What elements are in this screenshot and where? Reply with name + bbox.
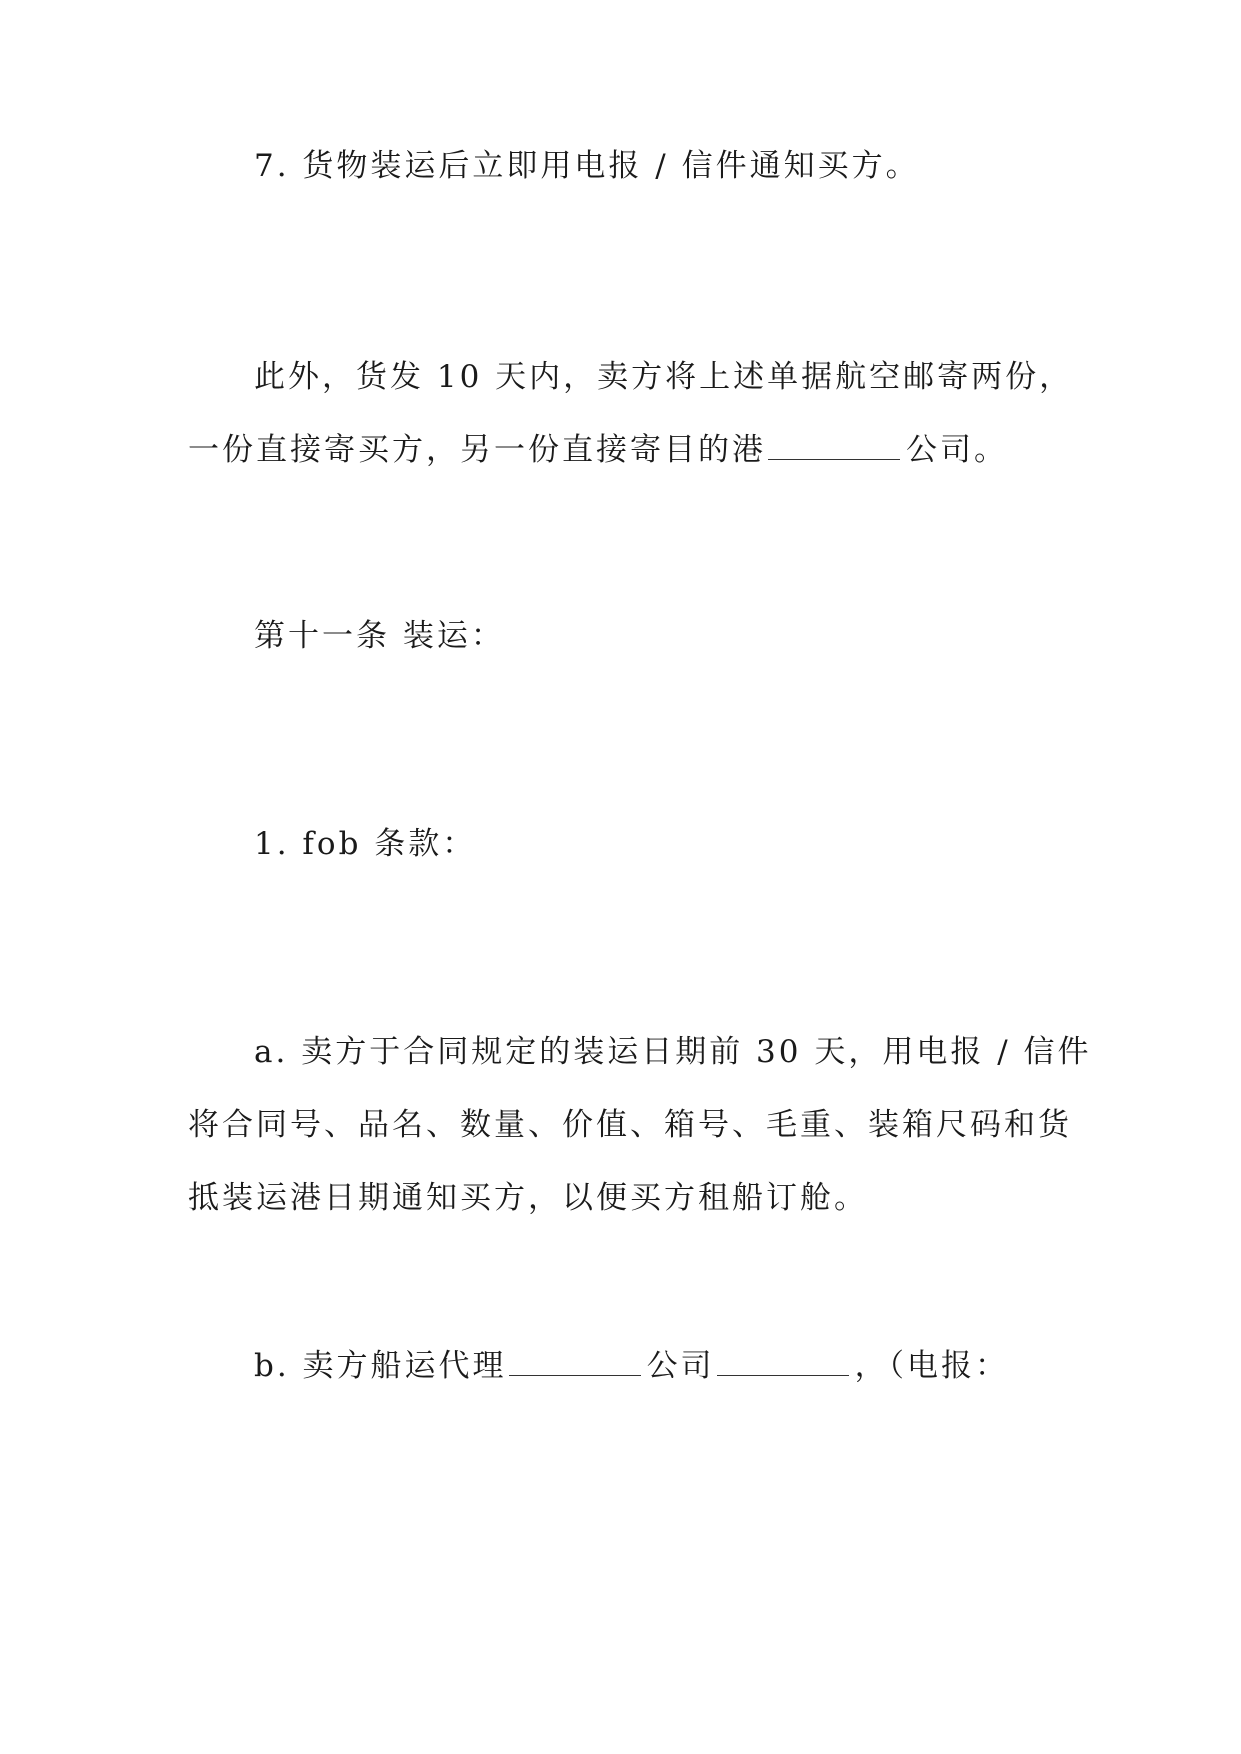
clause-1-fob [188,808,1058,881]
text-segment: 一份直接寄买方，另一份直接寄目的港 [188,432,766,468]
text-segment: 公司。 [906,432,1008,468]
blank-field [768,433,900,460]
text-line: 7. 货物装运后立即用电报 / 信件通知买方。 [254,148,920,184]
blank-field [717,1349,849,1376]
text-line: 此外，货发 10 天内，卖方将上述单据航空邮寄两份， [254,359,1074,395]
text-line: 抵装运港日期通知买方，以便买方租船订舱。 [188,1180,868,1216]
text-segment: 公司 [646,1348,715,1384]
text-line: 第十一条 装运： [254,618,505,654]
text-segment: b. 卖方船运代理 [254,1348,507,1384]
text-line: a. 卖方于合同规定的装运日期前 30 天，用电报 / 信件 [254,1034,1092,1070]
text-line: 将合同号、品名、数量、价值、箱号、毛重、装箱尺码和货 [188,1107,1072,1143]
text-line [188,414,1058,487]
clause-a-paragraph [188,1016,1092,1235]
clause-b-paragraph [188,1330,1058,1403]
text-line: 1. fob 条款： [254,826,477,862]
text-segment: ，（电报： [854,1348,1010,1384]
paragraph-7-shipping-notice [188,130,1058,203]
article-11-heading [188,600,1058,673]
text-line [188,1330,1058,1403]
blank-field [509,1349,641,1376]
paragraph-documents-airmail [188,341,1074,487]
